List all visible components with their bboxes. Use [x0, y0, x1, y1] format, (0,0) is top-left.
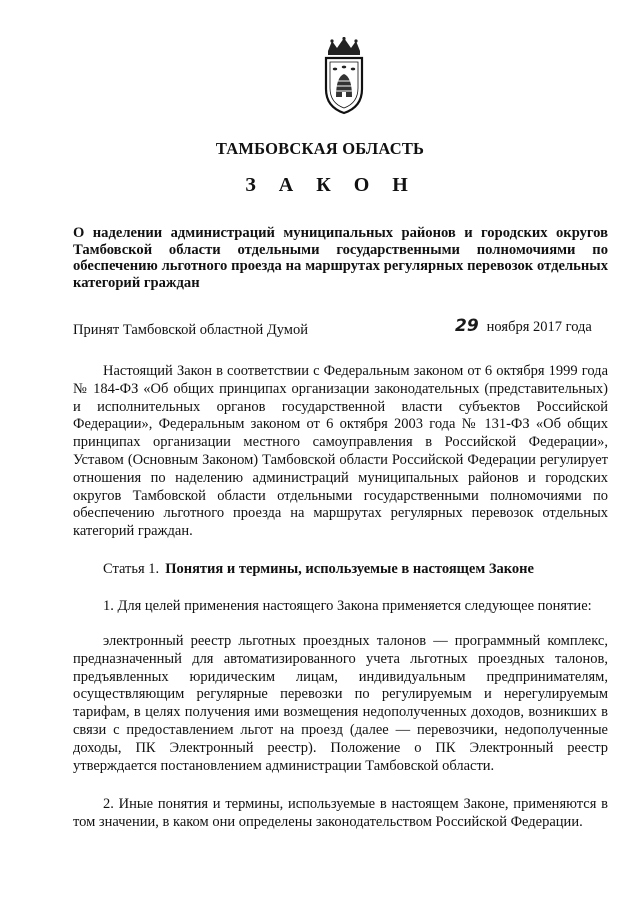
adoption-month-year: ноября 2017 года	[486, 319, 592, 335]
article-1-definition: электронный реестр льготных проездных талонов — программный комплекс, предназначенный для автоматизированного учета льготных проездных талонов, предъявленных юридическим лицам, индивидуальным предпринимателям, осуществляющим регулярные перевозки по регулируемым и нерегулируемым тарифам, в целях получения ими возмещения недополученных доходов, возникших в связи с предоставлением льгот на проезд (далее — перевозчики, недополученные доходы, ПК Электронный реестр). Положение о ПК Электронный реестр утверждается постановлением администрации Тамбовской области.	[73, 633, 608, 774]
article-1-paragraph-2: 2. Иные понятия и термины, используемые в настоящем Законе, применяются в том значении, в каком они определены законодательством Российской Федерации.	[73, 796, 608, 830]
adoption-day-handwritten: 29	[455, 316, 479, 336]
document-type-heading: З А К О Н	[245, 174, 417, 196]
region-heading: ТАМБОВСКАЯ ОБЛАСТЬ	[215, 139, 425, 158]
law-title: О наделении администраций муниципальных районов и городских округов Тамбовской области отдельными государственными полномочиями по обеспечению льготного проезда на маршрутах регулярных перевозок отдельных категорий граждан	[73, 225, 608, 291]
adoption-date	[455, 316, 592, 336]
preamble-paragraph: Настоящий Закон в соответствии с Федеральным законом от 6 октября 1999 года № 184-ФЗ «Об общих принципах организации законодательных (представительных) и исполнительных органов государственной власти субъектов Российской Федерации», Федеральным законом от 6 октября 2003 года № 131-ФЗ «Об общих принципах организации местного самоуправления в Российской Федерации», Уставом (Основным Законом) Тамбовской области Российской Федерации регулирует отношения по наделению администраций муниципальных районов и городских округов Тамбовской области отдельными государственными полномочиями по обеспечению льготного проезда на маршрутах регулярных перевозок отдельных категорий граждан.	[73, 363, 608, 540]
article-1-title: Понятия и термины, используемые в настоящем Законе	[165, 561, 534, 577]
article-1-heading	[103, 561, 534, 578]
article-1-number: Статья 1.	[103, 561, 160, 577]
adoption-statement: Принят Тамбовской областной Думой	[73, 322, 308, 338]
article-1-paragraph-1: 1. Для целей применения настоящего Закона применяется следующее понятие:	[103, 598, 592, 614]
coat-of-arms-icon	[322, 37, 366, 115]
